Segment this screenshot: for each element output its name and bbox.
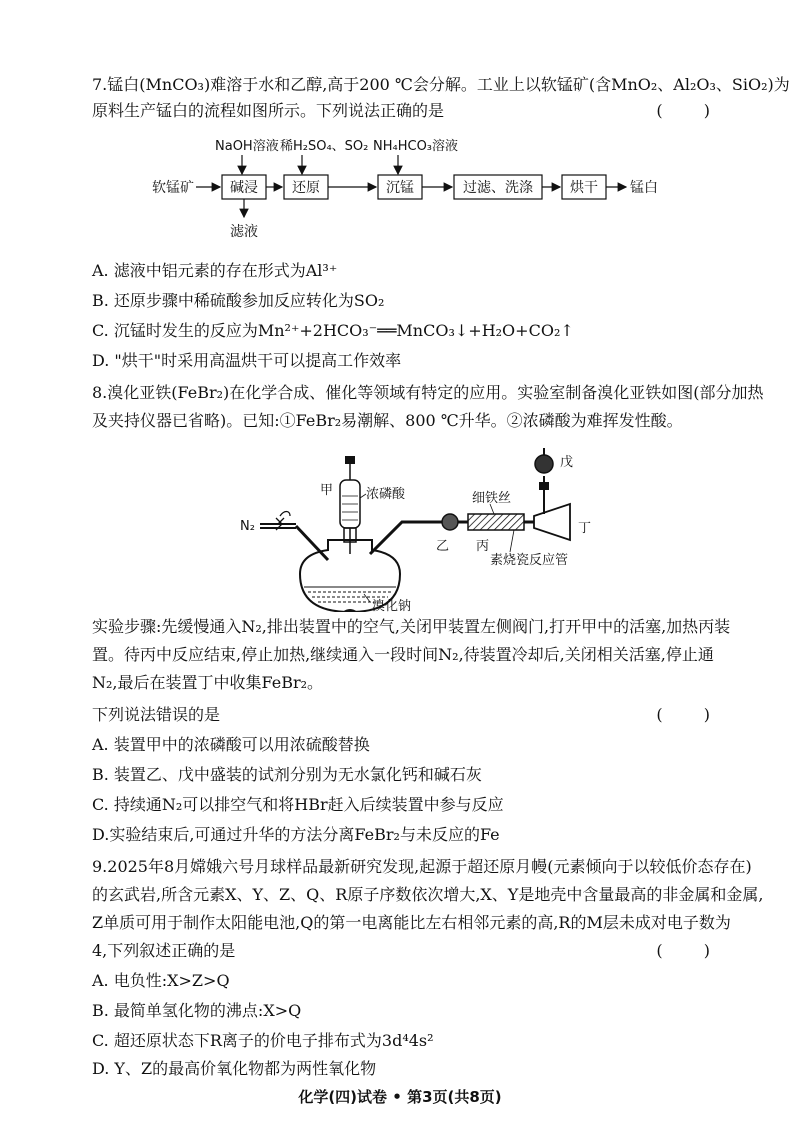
- q8-procedure-line1: 实验步骤:先缓慢通入N₂,排出装置中的空气,关闭甲装置左侧阀门,打开甲中的活塞,加热丙装: [92, 617, 731, 636]
- q9-answer-paren: ( ): [656, 941, 728, 960]
- q8-option-c: C. 持续通N₂可以排空气和将HBr赶入后续装置中参与反应: [92, 795, 504, 814]
- flow-step-2: 还原: [292, 180, 320, 196]
- label-nabr: 溴化钠: [372, 599, 412, 612]
- flow-step-5: 烘干: [570, 180, 598, 196]
- flow-step-3: 沉锰: [386, 180, 414, 196]
- q7-stem-line1: 7.锰白(MnCO₃)难溶于水和乙醇,高于200 ℃会分解。工业上以软锰矿(含MnO₂、Al₂O₃、SiO₂)为: [92, 75, 790, 94]
- drying-tube-wu: [535, 455, 553, 473]
- q7-option-d: D. "烘干"时采用高温烘干可以提高工作效率: [92, 351, 402, 370]
- q8-option-b: B. 装置乙、戊中盛装的试剂分别为无水氯化钙和碱石灰: [92, 765, 482, 784]
- label-n2: N₂: [240, 519, 255, 534]
- q9-stem-line2: 的玄武岩,所含元素X、Y、Z、Q、R原子序数依次增大,X、Y是地壳中含量最高的非金属和金属,: [92, 885, 764, 904]
- label-jia: 甲: [320, 483, 334, 498]
- label-tube: 素烧瓷反应管: [490, 553, 569, 568]
- q7-option-b: B. 还原步骤中稀硫酸参加反应转化为SO₂: [92, 291, 385, 310]
- label-yi: 乙: [436, 539, 450, 554]
- label-iron-wire: 细铁丝: [472, 491, 512, 506]
- q8-option-d: D.实验结束后,可通过升华的方法分离FeBr₂与未反应的Fe: [92, 825, 500, 844]
- q8-procedure-line2: 置。待丙中反应结束,停止加热,继续通入一段时间N₂,待装置冷却后,关闭相关活塞,停止通: [92, 645, 714, 664]
- drying-tube-yi: [442, 514, 458, 530]
- flame-icon: [340, 609, 360, 612]
- collection-flask-ding: [534, 504, 570, 540]
- q9-stem-line4: 4,下列叙述正确的是: [92, 941, 236, 960]
- q8-stem-line2: 及夹持仪器已省略)。已知:①FeBr₂易潮解、800 ℃升华。②浓磷酸为难挥发性酸。: [92, 411, 683, 430]
- q8-question: 下列说法错误的是: [92, 705, 221, 724]
- q9-option-c: C. 超还原状态下R离子的价电子排布式为3d⁴4s²: [92, 1031, 434, 1050]
- q7-option-a: A. 滤液中铝元素的存在形式为Al³⁺: [92, 261, 338, 280]
- flow-step-1: 碱浸: [230, 180, 258, 196]
- valve-icon: [280, 512, 290, 517]
- flow-reagent-h2so4: 稀H₂SO₄、SO₂: [280, 139, 369, 154]
- label-conc-h3po4: 浓磷酸: [366, 487, 406, 502]
- q9-option-b: B. 最简单氢化物的沸点:X>Q: [92, 1001, 302, 1020]
- q9-stem-line3: Z单质可用于制作太阳能电池,Q的第一电离能比左右相邻元素的高,R的M层未成对电子数为: [92, 913, 731, 932]
- q8-option-a: A. 装置甲中的浓磷酸可以用浓硫酸替换: [92, 735, 370, 754]
- q8-answer-paren: ( ): [656, 705, 728, 724]
- label-ding: 丁: [578, 521, 592, 536]
- label-bing: 丙: [476, 539, 490, 554]
- q7-answer-paren: ( ): [656, 101, 728, 120]
- flow-filtrate: 滤液: [230, 224, 258, 240]
- q8-stem-line1: 8.溴化亚铁(FeBr₂)在化学合成、催化等领域有特定的应用。实验室制备溴化亚铁如图(部分加热: [92, 383, 764, 402]
- q9-stem-line1: 9.2025年8月嫦娥六号月球样品最新研究发现,起源于超还原月幔(元素倾向于以较低价态存在): [92, 857, 752, 876]
- label-wu: 戊: [560, 455, 574, 470]
- q9-option-a: A. 电负性:X>Z>Q: [92, 971, 230, 990]
- q7-stem-line2: 原料生产锰白的流程如图所示。下列说法正确的是: [92, 101, 445, 120]
- q8-procedure-line3: N₂,最后在装置丁中收集FeBr₂。: [92, 673, 324, 692]
- flow-end: 锰白: [630, 180, 658, 196]
- flow-reagent-nh4hco3: NH₄HCO₃溶液: [373, 139, 459, 154]
- flow-step-4: 过滤、洗涤: [463, 180, 533, 196]
- flow-start: 软锰矿: [152, 180, 194, 196]
- page-footer: 化学(四)试卷 • 第3页(共8页): [298, 1088, 502, 1106]
- q8-apparatus-diagram: [228, 442, 608, 612]
- reaction-tube-bing: [468, 514, 524, 530]
- flow-reagent-naoh: NaOH溶液: [215, 139, 279, 154]
- q9-option-d: D. Y、Z的最高价氧化物都为两性氧化物: [92, 1059, 377, 1078]
- q7-flowchart: [140, 132, 700, 242]
- q7-option-c: C. 沉锰时发生的反应为Mn²⁺+2HCO₃⁻══MnCO₃↓+H₂O+CO₂↑: [92, 321, 574, 340]
